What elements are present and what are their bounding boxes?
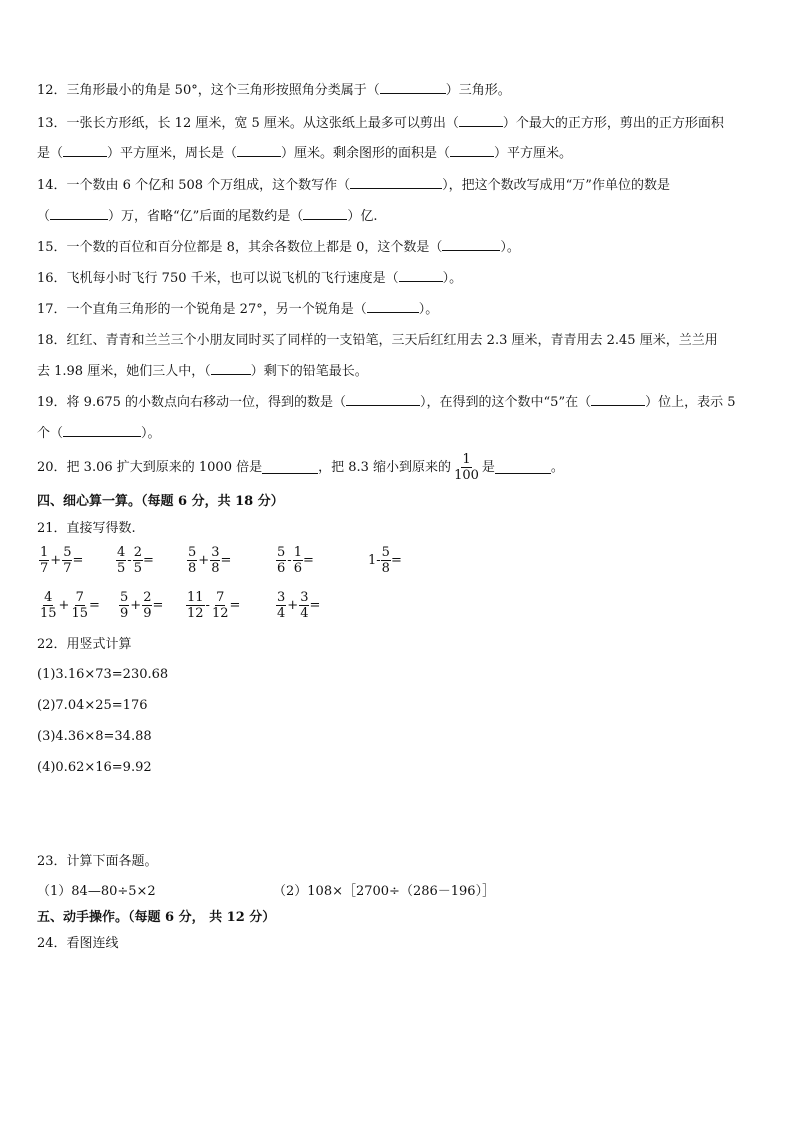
q21-title: 21．直接写得数.: [37, 521, 136, 536]
q18-text-a: 18．红红、青青和兰兰三个小朋友同时买了同样的一支铅笔，三天后红红用去 2.3 厘米，青青用去 2.45 厘米，兰兰用: [37, 333, 718, 348]
q17-blank[interactable]: [367, 300, 419, 313]
q13-blank-2[interactable]: [63, 144, 107, 157]
q16-text-b: ）。: [442, 271, 463, 286]
q21-r2e3-d2: 12: [211, 606, 229, 621]
q13-text-b: ）个最大的正方形，剪出的正方形面积: [502, 116, 724, 131]
q21-r2e1-d1: 15: [40, 606, 57, 621]
question-15: [37, 238, 520, 258]
q13-text-d: ）平方厘米，周长是（: [107, 146, 238, 161]
q22-item-2: (2)7.04×25=176: [37, 698, 148, 713]
question-14-line-2: [37, 207, 377, 227]
q19-text-a: 19．将 9.675 的小数点向右移动一位，得到的数是（: [37, 395, 347, 410]
q21-r1e4-op: -: [287, 553, 292, 568]
q22-item-1: (1)3.16×73=230.68: [37, 667, 169, 682]
q21-row2-expr-1: [39, 590, 100, 621]
q21-r1e5-eq: =: [390, 553, 402, 568]
q22-item-4: (4)0.62×16=9.92: [37, 760, 152, 775]
q21-r1e1-d2: 7: [63, 561, 72, 576]
q17-text-b: ）。: [418, 302, 439, 317]
q21-row1-expr-1: [39, 545, 83, 576]
question-14-line-1: [37, 176, 670, 196]
q17-text-a: 17．一个直角三角形的一个锐角是 27°，另一个锐角是（: [37, 302, 367, 317]
q22-title: 22．用竖式计算: [37, 637, 132, 652]
q13-blank-3[interactable]: [237, 144, 281, 157]
q21-r1e5-d: 8: [381, 561, 390, 576]
q21-r1e4-eq: =: [302, 553, 314, 568]
q22-item-3: (3)4.36×8=34.88: [37, 729, 152, 744]
q12-text-a: 12．三角形最小的角是 50°，这个三角形按照角分类属于（: [37, 83, 380, 98]
q20-blank-1[interactable]: [262, 461, 318, 474]
q21-r1e2-op: -: [127, 553, 132, 568]
q19-blank-1[interactable]: [346, 393, 420, 406]
q21-r1e5-pre: 1-: [368, 553, 381, 568]
q21-r2e2-op: +: [130, 598, 142, 613]
q23-title: 23．计算下面各题。: [37, 854, 158, 869]
q21-r2e4-n1: 3: [277, 590, 286, 605]
q21-row1-expr-5: [368, 545, 402, 576]
question-19-line-2: [37, 424, 161, 444]
q21-r2e3-op: -: [205, 598, 210, 613]
q20-fraction-numerator: 1: [462, 452, 471, 467]
q21-r1e4-n1: 5: [277, 545, 286, 560]
q21-row1-expr-3: [187, 545, 231, 576]
q19-text-e: ）。: [141, 426, 161, 441]
q20-fraction-denominator: 100: [454, 468, 479, 483]
q21-r1e3-eq: =: [220, 553, 232, 568]
q14-blank-2[interactable]: [50, 207, 108, 220]
question-12: [37, 81, 511, 101]
q21-row1-expr-2: [116, 545, 154, 576]
q21-r1e2-n2: 2: [133, 545, 142, 560]
q21-r2e3-n1: 11: [187, 590, 204, 605]
q21-r1e1-n1: 1: [40, 545, 49, 560]
q12-blank[interactable]: [380, 81, 446, 94]
q21-r1e4-n2: 1: [293, 545, 302, 560]
question-17: [37, 300, 438, 320]
q12-text-b: ）三角形。: [445, 83, 511, 98]
q21-r1e4-d1: 6: [277, 561, 286, 576]
q21-r1e3-n1: 5: [188, 545, 197, 560]
q20-text-d: 。: [550, 459, 564, 475]
q13-text-f: ）平方厘米。: [494, 146, 573, 161]
q21-r2e2-d1: 9: [120, 606, 129, 621]
q13-blank-4[interactable]: [450, 144, 494, 157]
question-19-line-1: [37, 393, 736, 413]
q21-r2e2-n1: 5: [120, 590, 129, 605]
question-13-line-2: [37, 144, 572, 164]
q21-r1e1-op: +: [50, 553, 62, 568]
q21-r1e2-d1: 5: [117, 561, 126, 576]
q21-r2e1-n2: 7: [75, 590, 84, 605]
q18-text-c: ）剩下的铅笔最长。: [250, 364, 368, 379]
q21-r1e1-eq: =: [72, 553, 84, 568]
q21-r2e2-n2: 2: [143, 590, 152, 605]
q20-text-c: 是: [481, 459, 495, 475]
q21-r2e1-d2: 15: [71, 606, 88, 621]
q14-text-d: ）万，省略“亿”后面的尾数约是（: [108, 209, 304, 224]
question-13-line-1: [37, 114, 724, 134]
q23-item-1: （1）84—80÷5×2: [37, 884, 156, 899]
q16-text-a: 16．飞机每小时飞行 750 千米，也可以说飞机的飞行速度是（: [37, 271, 399, 286]
q21-r1e1-n2: 5: [63, 545, 72, 560]
q14-blank-3[interactable]: [303, 207, 347, 220]
q15-text-b: ）。: [500, 240, 520, 255]
q13-text-a: 13．一张长方形纸，长 12 厘米，宽 5 厘米。从这张纸上最多可以剪出（: [37, 116, 459, 131]
section-4-heading: 四、细心算一算。（每题 6 分，共 18 分）: [37, 494, 284, 509]
q21-r2e3-eq: =: [229, 598, 241, 613]
q21-r1e3-d1: 8: [188, 561, 197, 576]
q24-title: 24．看图连线: [37, 936, 119, 951]
q21-r2e3-n2: 7: [216, 590, 225, 605]
q21-row1-expr-4: [276, 545, 314, 576]
q21-r1e3-op: +: [198, 553, 210, 568]
q19-text-b: ），在得到的这个数中“5”在（: [420, 395, 592, 410]
q14-text-b: ），把这个数改写成用“万”作单位的数是: [442, 178, 670, 193]
q21-r1e3-n2: 3: [211, 545, 220, 560]
q21-r2e2-d2: 9: [143, 606, 152, 621]
q21-r2e4-d2: 4: [300, 606, 309, 621]
q16-blank[interactable]: [399, 269, 443, 282]
section-5-heading: 五、动手操作。（每题 6 分， 共 12 分）: [37, 910, 276, 925]
q18-text-b: 去 1.98 厘米，她们三人中，（: [37, 364, 211, 379]
q15-text-a: 15．一个数的百位和百分位都是 8，其余各数位上都是 0，这个数是（: [37, 240, 443, 255]
question-18-line-2: [37, 362, 368, 382]
q14-blank-1[interactable]: [350, 176, 442, 189]
q21-r2e4-eq: =: [309, 598, 321, 613]
q13-blank-1[interactable]: [459, 114, 503, 127]
q21-r1e1-d1: 7: [40, 561, 49, 576]
q21-r2e3-d1: 12: [187, 606, 204, 621]
q14-text-e: ）亿.: [347, 209, 378, 224]
q20-text-b: ，把 8.3 缩小到原来的: [318, 459, 452, 475]
question-20: [37, 452, 564, 483]
q19-blank-2[interactable]: [591, 393, 645, 406]
q14-text-a: 14．一个数由 6 个亿和 508 个万组成，这个数写作（: [37, 178, 351, 193]
q23-item-2: （2）108×［2700÷（286－196）］: [273, 884, 496, 899]
q15-blank[interactable]: [442, 238, 500, 251]
q20-text-a: 20．把 3.06 扩大到原来的 1000 倍是: [37, 459, 263, 475]
q20-fraction: [453, 452, 480, 483]
q21-r1e2-eq: =: [142, 553, 154, 568]
q20-blank-2[interactable]: [495, 461, 551, 474]
q21-r2e4-n2: 3: [300, 590, 309, 605]
q21-r2e4-op: +: [287, 598, 299, 613]
q21-r2e1-op: +: [58, 598, 70, 613]
q19-blank-3[interactable]: [63, 424, 141, 437]
q21-r2e1-n1: 4: [44, 590, 53, 605]
q21-row2-expr-4: [276, 590, 320, 621]
question-18-line-1: [37, 331, 718, 351]
q21-r1e3-d2: 8: [211, 561, 220, 576]
question-16: [37, 269, 462, 289]
q13-text-c: 是（: [37, 146, 64, 161]
q21-r1e2-d2: 5: [133, 561, 142, 576]
q21-r2e4-d1: 4: [277, 606, 286, 621]
q21-r1e2-n1: 4: [117, 545, 126, 560]
q21-r1e4-d2: 6: [293, 561, 302, 576]
q21-r2e1-eq: =: [89, 598, 100, 613]
q14-text-c: （: [37, 209, 51, 224]
q21-row2-expr-2: [119, 590, 163, 621]
q21-row2-expr-3: [186, 590, 240, 621]
q19-text-c: ）位上，表示 5: [645, 395, 736, 410]
q13-text-e: ）厘米。剩余图形的面积是（: [281, 146, 451, 161]
q21-r1e5-n: 5: [381, 545, 390, 560]
q21-r2e2-eq: =: [152, 598, 164, 613]
q18-blank[interactable]: [211, 362, 251, 375]
q19-text-d: 个（: [37, 426, 64, 441]
